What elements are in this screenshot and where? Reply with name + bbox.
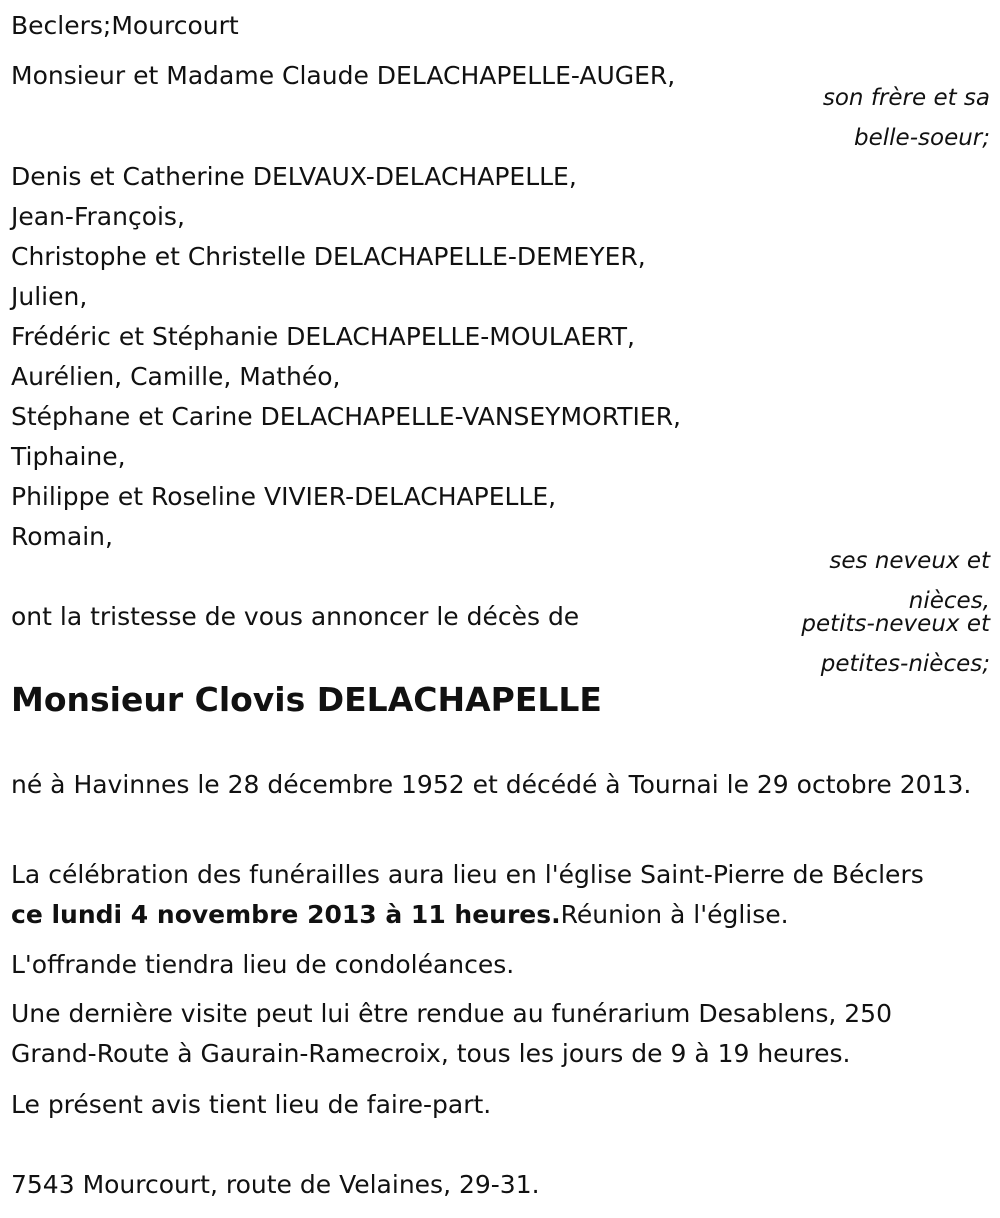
- list-item: Denis et Catherine DELVAUX-DELACHAPELLE,: [11, 162, 577, 191]
- visit-text: Une dernière visite peut lui être rendue au funérarium Desablens, 250 Grand-Route à Gaurain-Ramecroix, tous les jours de 9 à 19 heures.: [11, 999, 892, 1068]
- ceremony-intro: La célébration des funérailles aura lieu en l'église Saint-Pierre de Béclers: [11, 860, 924, 889]
- relation-brother-a: son frère et sa: [822, 85, 990, 111]
- list-item: Julien,: [11, 282, 88, 311]
- list-item: Tiphaine,: [11, 442, 126, 471]
- list-item: Aurélien, Camille, Mathéo,: [11, 362, 341, 391]
- list-item: Philippe et Roseline VIVIER-DELACHAPELLE,: [11, 482, 557, 511]
- address-text: 7543 Mourcourt, route de Velaines, 29-31.: [11, 1170, 540, 1199]
- relation-nephews-c: petits-neveux et: [801, 611, 990, 637]
- header-location: Beclers;Mourcourt: [11, 11, 239, 40]
- list-item: Jean-François,: [11, 202, 185, 231]
- birth-death-text: né à Havinnes le 28 décembre 1952 et décédé à Tournai le 29 octobre 2013.: [11, 770, 972, 799]
- family-line-brother: Monsieur et Madame Claude DELACHAPELLE-AUGER,: [11, 61, 676, 90]
- offering-text: L'offrande tiendra lieu de condoléances.: [11, 950, 515, 979]
- relation-nephews-d: petites-nièces;: [820, 651, 990, 677]
- relation-brother-b: belle-soeur;: [854, 125, 990, 151]
- announcement-text: ont la tristesse de vous annoncer le décès de: [11, 602, 580, 631]
- list-item: Frédéric et Stéphanie DELACHAPELLE-MOULAERT,: [11, 322, 635, 351]
- deceased-name: Monsieur Clovis DELACHAPELLE: [11, 680, 602, 719]
- ceremony-reunion: Réunion à l'église.: [560, 900, 789, 929]
- relation-nephews-b: nièces,: [908, 588, 990, 614]
- relation-nephews-a: ses neveux et: [829, 548, 990, 574]
- list-item: Christophe et Christelle DELACHAPELLE-DEMEYER,: [11, 242, 646, 271]
- list-item: Stéphane et Carine DELACHAPELLE-VANSEYMORTIER,: [11, 402, 682, 431]
- ceremony-text: [11, 855, 981, 935]
- ceremony-date: ce lundi 4 novembre 2013 à 11 heures.: [11, 900, 561, 929]
- list-item: Romain,: [11, 522, 113, 551]
- faire-part-text: Le présent avis tient lieu de faire-part.: [11, 1090, 492, 1119]
